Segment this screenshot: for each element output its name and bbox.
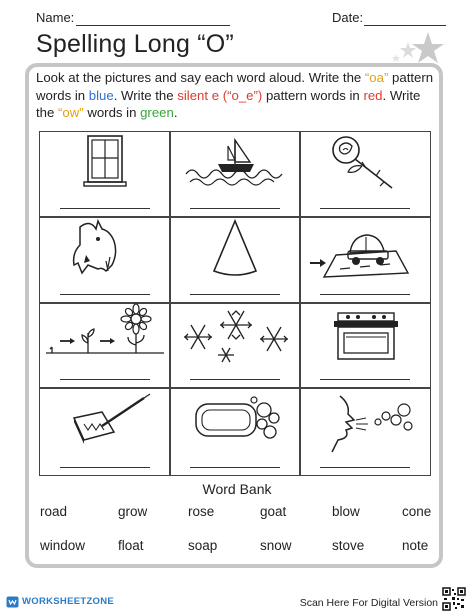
blue-word: blue bbox=[88, 87, 114, 103]
answer-line[interactable] bbox=[190, 294, 280, 295]
word-bank-item: cone bbox=[402, 504, 432, 519]
window-icon bbox=[40, 132, 170, 204]
answer-line[interactable] bbox=[190, 208, 280, 209]
grow-icon bbox=[40, 303, 170, 375]
picture-cell bbox=[300, 303, 430, 388]
brand-name[interactable]: WORKSHEETZONE bbox=[22, 596, 115, 607]
answer-line[interactable] bbox=[190, 379, 280, 380]
answer-line[interactable] bbox=[60, 294, 150, 295]
date-field[interactable] bbox=[364, 25, 446, 26]
boat-icon bbox=[170, 132, 300, 204]
green-word: green bbox=[140, 105, 174, 120]
picture-cell bbox=[170, 217, 300, 303]
picture-cell bbox=[170, 303, 300, 388]
road-icon bbox=[300, 217, 430, 289]
word-bank-item: float bbox=[118, 538, 144, 553]
word-bank-item: road bbox=[40, 504, 68, 519]
instr-text: pattern words in bbox=[36, 70, 434, 103]
answer-line[interactable] bbox=[320, 208, 410, 209]
picture-cell bbox=[40, 388, 170, 476]
word-bank-item: note bbox=[402, 538, 429, 553]
page-title: Spelling Long “O” bbox=[36, 30, 234, 58]
answer-line[interactable] bbox=[320, 379, 410, 380]
goat-icon bbox=[40, 217, 170, 289]
instr-text: . bbox=[173, 105, 178, 120]
instr-text: pattern words in bbox=[262, 87, 364, 103]
instr-text: . Write the bbox=[36, 87, 421, 120]
qr-code-icon[interactable] bbox=[442, 587, 466, 611]
picture-cell bbox=[300, 217, 430, 303]
soap-icon bbox=[170, 388, 300, 460]
picture-cell bbox=[40, 303, 170, 388]
answer-line[interactable] bbox=[320, 294, 410, 295]
red-word: red bbox=[363, 87, 383, 103]
rose-icon bbox=[300, 132, 430, 204]
blow-icon bbox=[300, 388, 430, 460]
word-bank-item: blow bbox=[332, 504, 360, 519]
picture-cell bbox=[300, 388, 430, 476]
word-bank-item: snow bbox=[260, 538, 292, 553]
ow-pattern: “ow” bbox=[58, 105, 84, 120]
picture-cell bbox=[40, 217, 170, 303]
answer-line[interactable] bbox=[60, 379, 150, 380]
note-icon bbox=[40, 388, 170, 460]
cone-icon bbox=[170, 217, 300, 289]
name-label: Name: bbox=[36, 10, 75, 25]
instr-text: . Write the bbox=[113, 87, 178, 103]
instructions bbox=[36, 69, 436, 122]
answer-line[interactable] bbox=[60, 467, 150, 468]
picture-cell bbox=[170, 132, 300, 217]
word-bank-item: window bbox=[40, 538, 86, 553]
answer-line[interactable] bbox=[190, 467, 280, 468]
oa-pattern: “oa” bbox=[364, 70, 389, 85]
worksheetzone-logo-icon bbox=[6, 596, 19, 608]
word-bank-item: soap bbox=[188, 538, 218, 553]
word-bank-item: grow bbox=[118, 504, 148, 519]
instr-text: words in bbox=[83, 105, 141, 120]
word-bank-item: goat bbox=[260, 504, 287, 519]
picture-cell bbox=[170, 388, 300, 476]
answer-line[interactable] bbox=[60, 208, 150, 209]
picture-cell bbox=[300, 132, 430, 217]
scan-text: Scan Here For Digital Version bbox=[299, 597, 438, 609]
snowflakes-icon bbox=[170, 303, 300, 375]
stove-icon bbox=[300, 303, 430, 375]
picture-grid bbox=[39, 131, 431, 476]
word-bank-item: rose bbox=[188, 504, 215, 519]
word-bank-item: stove bbox=[332, 538, 365, 553]
word-bank-title: Word Bank bbox=[202, 481, 272, 497]
silent-e-pattern: silent e (“o_e”) bbox=[177, 87, 263, 103]
picture-cell bbox=[40, 132, 170, 217]
answer-line[interactable] bbox=[320, 467, 410, 468]
instr-text: Look at the pictures and say each word aloud. Write the bbox=[36, 70, 365, 85]
name-field[interactable] bbox=[76, 25, 230, 26]
date-label: Date: bbox=[332, 10, 364, 25]
